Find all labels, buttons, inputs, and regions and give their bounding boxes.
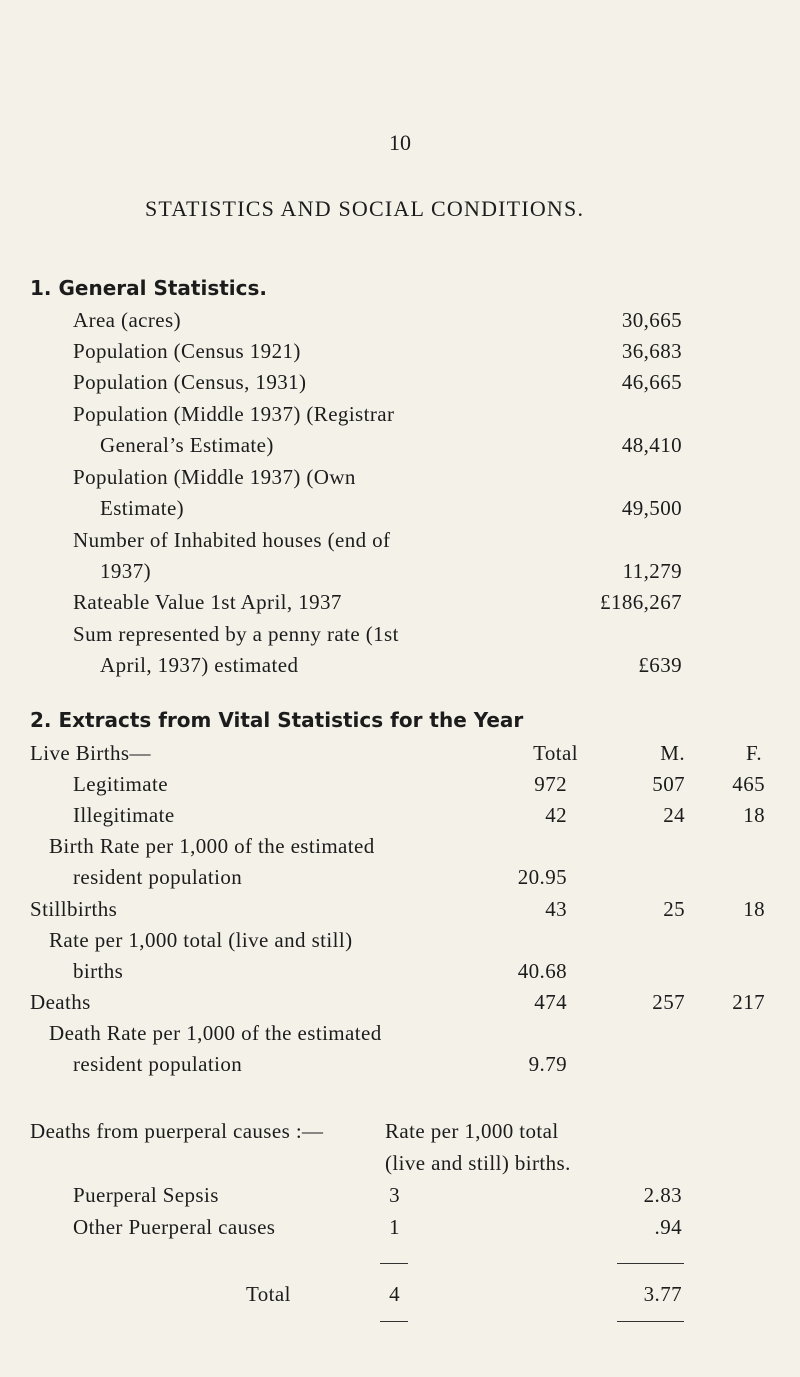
other-puerperal-count: 1 [389,1215,400,1239]
penny-rate-label-cont: April, 1937) estimated [100,653,299,677]
houses-label: Number of Inhabited houses (end of [73,528,391,552]
stillbirth-rate-value: 40.68 [517,959,567,983]
death-rate-label: Death Rate per 1,000 of the estimated [49,1021,382,1045]
legitimate-label: Legitimate [73,772,168,796]
illegitimate-male: 24 [663,803,685,827]
population-registrar-label: Population (Middle 1937) (Registrar [73,402,395,426]
area-label: Area (acres) [73,308,181,332]
stillbirths-male: 25 [663,897,685,921]
death-rate-value: 9.79 [528,1052,567,1076]
legitimate-female: 465 [732,772,765,796]
page-title: STATISTICS AND SOCIAL CONDITIONS. [145,196,585,221]
other-puerperal-label: Other Puerperal causes [73,1215,276,1239]
rate-divider-top [617,1263,684,1264]
penny-rate-value: £639 [638,653,682,677]
population-1921-label: Population (Census 1921) [73,339,301,363]
total-count: 4 [389,1282,400,1306]
population-1931-label: Population (Census, 1931) [73,370,307,394]
section-heading: 2. Extracts from Vital Statistics for the Year [30,708,524,732]
live-births-label: Live Births— [30,741,151,765]
population-registrar-label-cont: General’s Estimate) [100,433,274,457]
rate-divider-bottom [617,1321,684,1322]
legitimate-male: 507 [652,772,685,796]
puerperal-heading: Deaths from puerperal causes :— [30,1119,324,1143]
stillbirth-rate-label-cont: births [73,959,124,983]
rateable-label: Rateable Value 1st April, 1937 [73,590,342,614]
total-rate: 3.77 [643,1282,682,1306]
other-puerperal-rate: .94 [654,1215,682,1239]
puerperal-sepsis-count: 3 [389,1183,400,1207]
column-header-male: M. [660,741,685,765]
column-header-female: F. [745,741,762,765]
stillbirths-label: Stillbirths [30,897,118,921]
page-number: 10 [389,130,411,155]
puerperal-sepsis-rate: 2.83 [643,1183,682,1207]
puerperal-sepsis-label: Puerperal Sepsis [73,1183,219,1207]
stillbirths-total: 43 [545,897,567,921]
population-registrar-value: 48,410 [621,433,682,457]
area-value: 30,665 [621,308,682,332]
houses-label-cont: 1937) [100,559,151,583]
legitimate-total: 972 [534,772,567,796]
birth-rate-label: Birth Rate per 1,000 of the estimated [49,834,375,858]
deaths-female: 217 [732,990,765,1014]
population-1921-value: 36,683 [621,339,682,363]
count-divider-bottom [380,1321,408,1322]
rate-header-cont: (live and still) births. [385,1151,571,1175]
rateable-value: £186,267 [600,590,682,614]
illegitimate-female: 18 [743,803,765,827]
penny-rate-label: Sum represented by a penny rate (1st [73,622,399,646]
death-rate-label-cont: resident population [73,1052,243,1076]
population-own-value: 49,500 [621,496,682,520]
deaths-total: 474 [534,990,567,1014]
deaths-label: Deaths [30,990,91,1014]
stillbirth-rate-label: Rate per 1,000 total (live and still) [49,928,353,952]
birth-rate-label-cont: resident population [73,865,243,889]
illegitimate-total: 42 [545,803,567,827]
houses-value: 11,279 [622,559,682,583]
column-header-total: Total [533,741,578,765]
section-heading: 1. General Statistics. [30,276,267,300]
population-1931-value: 46,665 [621,370,682,394]
birth-rate-value: 20.95 [517,865,567,889]
population-own-label-cont: Estimate) [100,496,185,520]
illegitimate-label: Illegitimate [73,803,175,827]
rate-header: Rate per 1,000 total [385,1119,559,1143]
count-divider-top [380,1263,408,1264]
stillbirths-female: 18 [743,897,765,921]
deaths-male: 257 [652,990,685,1014]
total-label: Total [246,1282,291,1306]
population-own-label: Population (Middle 1937) (Own [73,465,356,489]
